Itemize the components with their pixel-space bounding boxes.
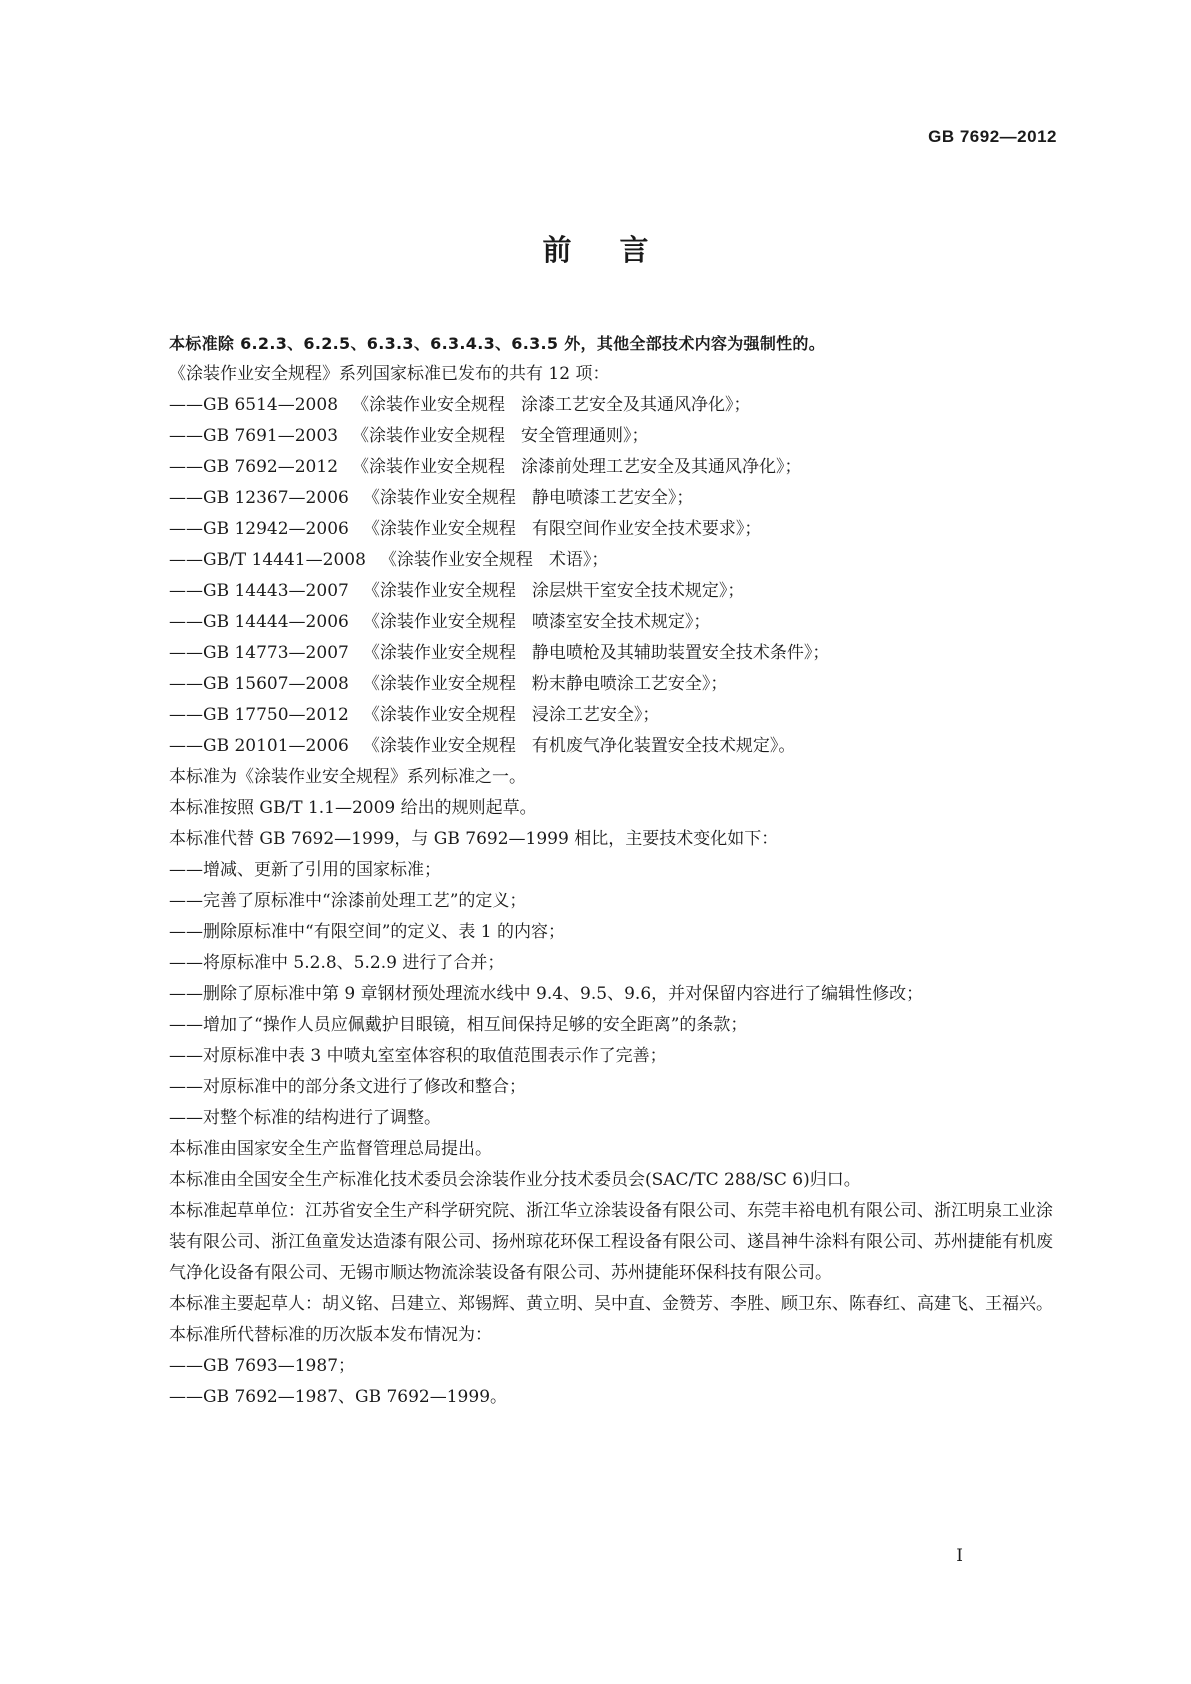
series-item-title: 《涂装作业安全规程 [362, 736, 516, 756]
page-number: I [956, 1546, 963, 1566]
change-item: ——增减、更新了引用的国家标准； [169, 860, 441, 880]
change-item: ——完善了原标准中“涂漆前处理工艺”的定义； [169, 891, 527, 911]
series-item [169, 483, 1053, 514]
history-item: ——GB 7693—1987； [169, 1356, 356, 1376]
series-item [169, 576, 1053, 607]
series-item-topic: 粉末静电喷涂工艺安全》； [531, 674, 728, 694]
series-item-title: 《涂装作业安全规程 [362, 643, 516, 663]
series-item-code: ——GB 12942—2006 [169, 519, 349, 539]
series-item [169, 669, 1053, 700]
history-item: ——GB 7692—1987、GB 7692—1999。 [169, 1387, 508, 1407]
series-item-title: 《涂装作业安全规程 [379, 550, 533, 570]
change-item: ——删除了原标准中第 9 章钢材预处理流水线中 9.4、9.5、9.6，并对保留内容进行了编辑性修改； [169, 984, 924, 1004]
change-item: ——对原标准中表 3 中喷丸室室体容积的取值范围表示作了完善； [169, 1046, 667, 1066]
series-item-title: 《涂装作业安全规程 [362, 612, 516, 632]
series-item-title: 《涂装作业安全规程 [362, 488, 516, 508]
change-item: ——增加了“操作人员应佩戴护目眼镜，相互间保持足够的安全距离”的条款； [169, 1015, 748, 1035]
replaces-statement: 本标准代替 GB 7692—1999，与 GB 7692—1999 相比，主要技术变化如下： [169, 829, 779, 849]
series-item-code: ——GB 14773—2007 [169, 643, 349, 663]
change-item: ——将原标准中 5.2.8、5.2.9 进行了合并； [169, 953, 505, 973]
changes-list [169, 855, 1053, 1134]
proposed-by-statement: 本标准由国家安全生产监督管理总局提出。 [169, 1139, 492, 1159]
change-item: ——删除原标准中“有限空间”的定义、表 1 的内容； [169, 922, 566, 942]
series-item-topic: 喷漆室安全技术规定》； [531, 612, 711, 632]
series-item [169, 514, 1053, 545]
series-item-title: 《涂装作业安全规程 [352, 426, 506, 446]
series-statement: 《涂装作业安全规程》系列国家标准已发布的共有 12 项： [169, 364, 610, 384]
series-item-code: ——GB 15607—2008 [169, 674, 349, 694]
series-item-code: ——GB 14443—2007 [169, 581, 349, 601]
series-item-topic: 术语》； [548, 550, 609, 570]
change-item: ——对原标准中的部分条文进行了修改和整合； [169, 1077, 526, 1097]
part-of-series-statement: 本标准为《涂装作业安全规程》系列标准之一。 [169, 767, 526, 787]
history-intro: 本标准所代替标准的历次版本发布情况为： [169, 1325, 492, 1345]
series-item-title: 《涂装作业安全规程 [362, 674, 516, 694]
series-item-topic: 静电喷漆工艺安全》； [531, 488, 694, 508]
drafters-paragraph: 本标准主要起草人：胡义铭、吕建立、郑锡辉、黄立明、吴中直、金赞芳、李胜、顾卫东、陈春红、高建飞、王福兴。 [169, 1294, 1053, 1314]
series-item [169, 638, 1053, 669]
series-item-code: ——GB 6514—2008 [169, 395, 339, 415]
series-item-topic: 安全管理通则》； [521, 426, 649, 446]
series-item-topic: 涂漆前处理工艺安全及其通风净化》； [521, 457, 802, 477]
series-item-code: ——GB/T 14441—2008 [169, 550, 366, 570]
series-item-topic: 浸涂工艺安全》； [531, 705, 660, 725]
series-item [169, 700, 1053, 731]
series-item [169, 452, 1053, 483]
series-item-code: ——GB 20101—2006 [169, 736, 349, 756]
series-item-title: 《涂装作业安全规程 [362, 705, 516, 725]
standard-number: GB 7692—2012 [928, 127, 1057, 146]
foreword-body [169, 328, 1053, 1413]
series-item-code: ——GB 7691—2003 [169, 426, 339, 446]
drafting-rules-statement: 本标准按照 GB/T 1.1—2009 给出的规则起草。 [169, 798, 537, 818]
series-item-topic: 静电喷枪及其辅助装置安全技术条件》； [531, 643, 830, 663]
series-item-topic: 有机废气净化装置安全技术规定》。 [531, 736, 796, 756]
drafting-units-paragraph: 本标准起草单位：江苏省安全生产科学研究院、浙江华立涂装设备有限公司、东莞丰裕电机有限公司、浙江明泉工业涂装有限公司、浙江鱼童发达造漆有限公司、扬州琼花环保工程设备有限公司、遂昌神牛涂料有限公司、苏州捷能有机废气净化设备有限公司、无锡市顺达物流涂装设备有限公司、苏州捷能环保科技有限公司。 [169, 1201, 1053, 1283]
series-item-code: ——GB 12367—2006 [169, 488, 349, 508]
series-list [169, 390, 1053, 762]
centralized-by-statement: 本标准由全国安全生产标准化技术委员会涂装作业分技术委员会(SAC/TC 288/SC 6)归口。 [169, 1170, 861, 1190]
series-item [169, 421, 1053, 452]
series-item-topic: 涂层烘干室安全技术规定》； [531, 581, 745, 601]
series-item [169, 545, 1053, 576]
series-item-code: ——GB 17750—2012 [169, 705, 349, 725]
series-item-code: ——GB 7692—2012 [169, 457, 339, 477]
history-list [169, 1351, 1053, 1413]
series-item-title: 《涂装作业安全规程 [362, 581, 516, 601]
series-item [169, 607, 1053, 638]
change-item: ——对整个标准的结构进行了调整。 [169, 1108, 441, 1128]
series-item-title: 《涂装作业安全规程 [352, 395, 506, 415]
page-title: 前言 [542, 233, 697, 267]
series-item [169, 390, 1053, 421]
series-item-topic: 涂漆工艺安全及其通风净化》； [521, 395, 751, 415]
mandatory-statement: 本标准除 6.2.3、6.2.5、6.3.3、6.3.4.3、6.3.5 外，其他全部技术内容为强制性的。 [169, 334, 826, 353]
series-item-title: 《涂装作业安全规程 [352, 457, 506, 477]
series-item [169, 731, 1053, 762]
series-item-title: 《涂装作业安全规程 [362, 519, 516, 539]
series-item-code: ——GB 14444—2006 [169, 612, 349, 632]
series-item-topic: 有限空间作业安全技术要求》； [531, 519, 762, 539]
